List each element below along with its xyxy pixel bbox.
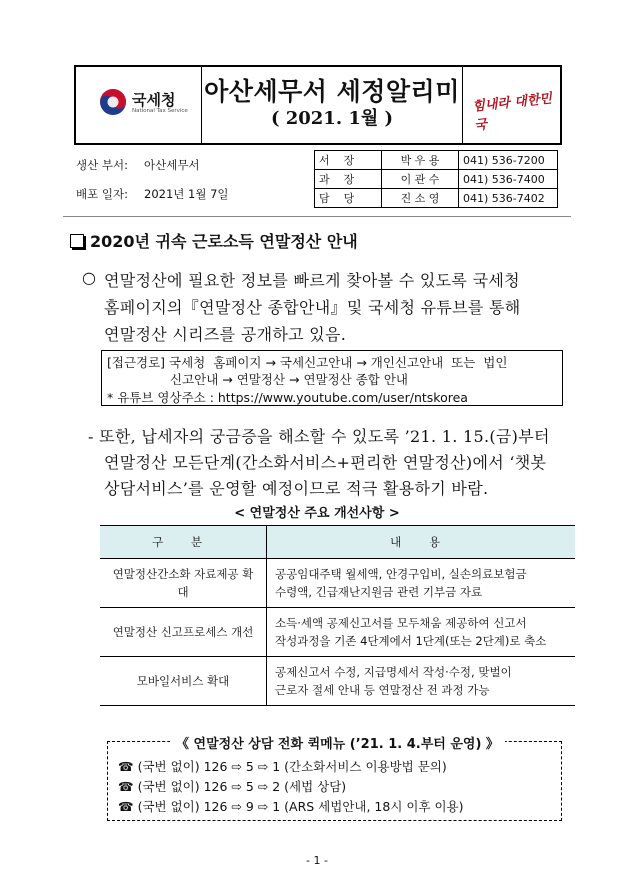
table-row [100,657,575,706]
section-title-text: 2020년 귀속 근로소득 연말정산 안내 [90,232,358,251]
contact-table [314,150,558,208]
phone-menu-item [118,757,447,775]
page-title: 아산세무서 세정알리미 [204,77,460,106]
phone-menu-text: (국번 없이) 126 ⇨ 5 ⇨ 1 (간소화서비스 이용방법 문의) [137,759,447,774]
row-category: 연말정산간소화 자료제공 확대 [100,559,267,608]
contact-phone: 041) 536-7400 [459,170,558,189]
row-category: 모바일서비스 확대 [100,657,267,706]
table-row [100,608,575,657]
route-line: [접근경로] 국세청 홈페이지 → 국세신고안내 → 개인신고안내 또는 법인 [107,355,508,370]
contact-phone: 041) 536-7200 [459,151,558,170]
paragraph-line: 연말정산에 필요한 정보를 빠르게 찾아볼 수 있도록 국세청 [104,271,520,290]
phone-menu-item [118,777,346,795]
paragraph-bullet: ○ [82,268,97,287]
page-subtitle: ( 2021. 1월 ) [270,108,394,129]
paragraph-line: 홈페이지의『연말정산 종합안내』및 국세청 유튜브를 통해 [104,298,521,317]
row-content [267,608,576,657]
column-header: 내 용 [267,526,576,559]
dept-label: 생산 부서: [76,158,128,172]
phone-menu-text: (국번 없이) 126 ⇨ 5 ⇨ 2 (세법 상담) [137,779,347,794]
paragraph-line: 상담서비스’를 운영할 예정이므로 적극 활용하기 바람. [104,479,489,498]
content-line: 소득·세액 공제신고서를 모두채움 제공하여 신고서 [275,616,527,630]
phone-menu-title: 《 연말정산 상담 전화 퀵메뉴 (’21. 1. 4.부터 운영) 》 [170,733,505,752]
date-label: 배포 일자: [76,187,128,201]
row-content [267,657,576,706]
paragraph-line: 연말정산 모든단계(간소화서비스+편리한 연말정산)에서 ‘챗봇 [104,453,547,472]
contact-phone: 041) 536-7402 [459,189,558,208]
divider [63,216,571,217]
logo-cell [74,65,202,145]
contact-role: 과 장 [315,170,382,189]
contact-role: 담 당 [315,189,382,208]
content-line: 공공임대주택 월세액, 안경구입비, 실손의료보험금 [275,567,527,581]
column-header: 구 분 [100,526,267,559]
telephone-icon: ☎ [118,779,134,794]
content-line: 근로자 절세 안내 등 연말정산 전 과정 가능 [275,683,490,697]
slogan-cell [462,65,562,145]
content-line: 작성과정을 기존 4단계에서 1단계(또는 2단계)로 축소 [275,634,547,648]
contact-row [315,170,558,189]
page-number: - 1 - [306,854,328,867]
org-name: 국세청 [132,91,176,109]
contact-role: 서 장 [315,151,382,170]
phone-menu-text: (국번 없이) 126 ⇨ 9 ⇨ 1 (ARS 세법안내, 18시 이후 이용) [137,799,464,814]
table-row [100,559,575,608]
checkbox-square-icon [70,234,84,248]
content-line: 공제신고서 수정, 지급명세서 작성·수정, 맞벌이 [275,665,512,679]
contact-name: 진 소 영 [382,189,459,208]
org-name-en: National Tax Service [132,108,188,114]
route-box [101,350,563,406]
dept-value: 아산세무서 [144,158,200,172]
section-title [70,229,358,252]
route-line: 신고안내 → 연말정산 → 연말정산 종합 안내 [170,372,408,387]
contact-name: 이 관 수 [382,170,459,189]
youtube-url: * 유튜브 영상주소 : https://www.youtube.com/user/ntskorea [107,390,468,405]
contact-name: 박 우 용 [382,151,459,170]
paragraph-line: 연말정산 시리즈를 공개하고 있음. [104,325,347,344]
table-header-row [100,526,575,559]
contact-row [315,151,558,170]
row-content [267,559,576,608]
taegeuk-logo-icon [98,87,128,117]
contact-row [315,189,558,208]
telephone-icon: ☎ [118,799,134,814]
phone-menu-item [118,797,464,815]
slogan-text: 힘내라 대한민국 [471,91,553,134]
paragraph-line: - 또한, 납세자의 궁금증을 해소할 수 있도록 ’21. 1. 15.(금)부터 [88,427,550,446]
improvements-table [100,525,575,706]
table-caption: < 연말정산 주요 개선사항 > [234,506,400,521]
row-category: 연말정산 신고프로세스 개선 [100,608,267,657]
content-line: 수령액, 긴급재난지원금 관련 기부금 자료 [275,585,483,599]
telephone-icon: ☎ [118,759,134,774]
date-value: 2021년 1월 7일 [144,187,229,201]
